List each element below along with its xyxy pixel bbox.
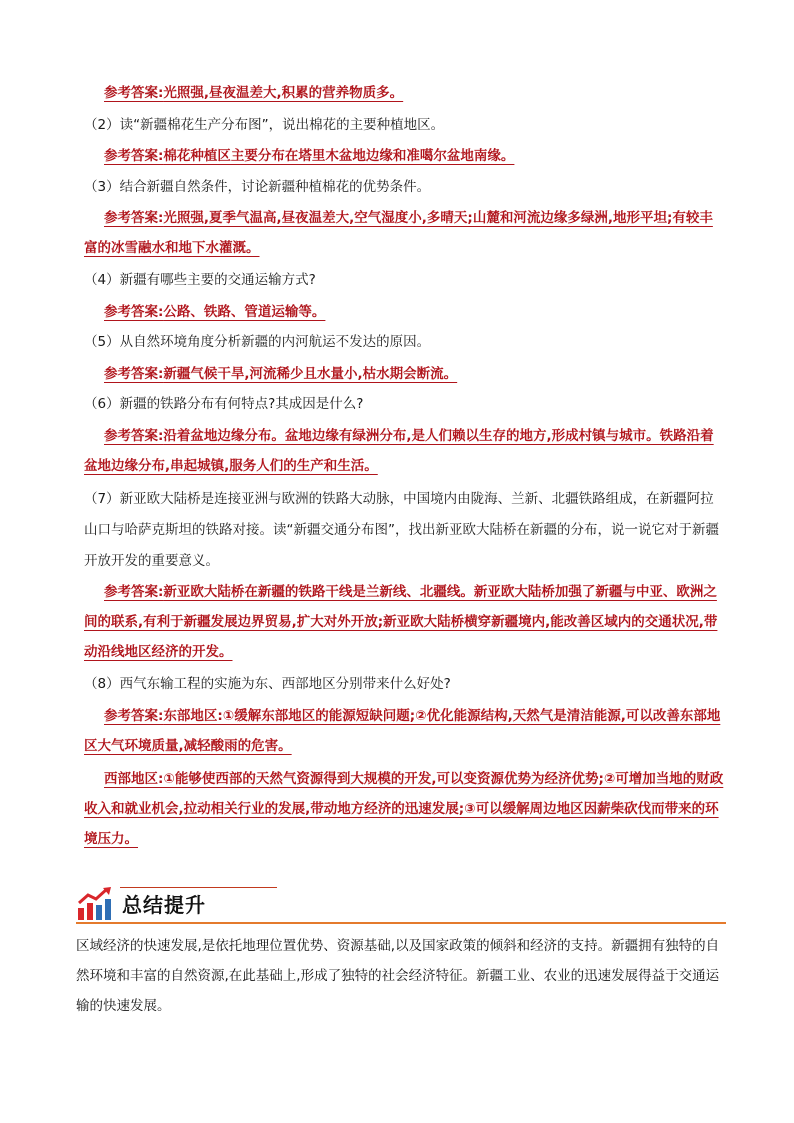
summary-title-topline (120, 887, 277, 888)
question-6: （6）新疆的铁路分布有何特点?其成因是什么? (84, 396, 364, 412)
answer-8-east: 参考答案:东部地区:①缓解东部地区的能源短缺问题;②优化能源结构,天然气是清洁能源,可以改善东部地区大气环境质量,减轻酸雨的危害。 (84, 708, 721, 754)
answer-7: 参考答案:新亚欧大陆桥在新疆的铁路干线是兰新线、北疆线。新亚欧大陆桥加强了新疆与中亚、欧洲之间的联系,有利于新疆发展边界贸易,扩大对外开放;新亚欧大陆桥横穿新疆境内,能改善区域内的交通状况,带动沿线地区经济的开发。 (84, 584, 718, 660)
question-5: （5）从自然环境角度分析新疆的内河航运不发达的原因。 (84, 334, 431, 350)
question-7: （7）新亚欧大陆桥是连接亚洲与欧洲的铁路大动脉，中国境内由陇海、兰新、北疆铁路组成，在新疆阿拉山口与哈萨克斯坦的铁路对接。读“新疆交通分布图”，找出新亚欧大陆桥在新疆的分布，说一说它对于新疆开放开发的重要意义。 (84, 491, 719, 569)
answer-3: 参考答案:光照强,夏季气温高,昼夜温差大,空气湿度小,多晴天;山麓和河流边缘多绿洲,地形平坦;有较丰富的冰雪融水和地下水灌溉。 (84, 210, 713, 256)
question-4: （4）新疆有哪些主要的交通运输方式? (84, 272, 316, 288)
question-8: （8）西气东输工程的实施为东、西部地区分别带来什么好处? (84, 676, 451, 692)
answer-6: 参考答案:沿着盆地边缘分布。盆地边缘有绿洲分布,是人们赖以生存的地方,形成村镇与城市。铁路沿着盆地边缘分布,串起城镇,服务人们的生产和生活。 (84, 428, 714, 474)
answer-1: 参考答案:光照强,昼夜温差大,积累的营养物质多。 (104, 85, 404, 101)
answer-4: 参考答案:公路、铁路、管道运输等。 (104, 304, 326, 320)
bar-chart-trend-icon (76, 886, 114, 922)
question-3: （3）结合新疆自然条件，讨论新疆种植棉花的优势条件。 (84, 179, 431, 195)
summary-title: 总结提升 (122, 893, 206, 917)
summary-divider (76, 922, 726, 924)
answer-5: 参考答案:新疆气候干旱,河流稀少且水量小,枯水期会断流。 (104, 366, 458, 382)
question-2: （2）读“新疆棉花生产分布图”，说出棉花的主要种植地区。 (84, 117, 445, 133)
answer-8-west: 西部地区:①能够使西部的天然气资源得到大规模的开发,可以变资源优势为经济优势;②可增加当地的财政收入和就业机会,拉动相关行业的发展,带动地方经济的迅速发展;③可以缓解周边地区因薪柴砍伐而带来的环境压力。 (84, 771, 724, 847)
answer-2: 参考答案:棉花种植区主要分布在塔里木盆地边缘和准噶尔盆地南缘。 (104, 148, 515, 164)
summary-text: 区域经济的快速发展,是依托地理位置优势、资源基础,以及国家政策的倾斜和经济的支持。新疆拥有独特的自然环境和丰富的自然资源,在此基础上,形成了独特的社会经济特征。新疆工业、农业的迅速发展得益于交通运输的快速发展。 (76, 938, 720, 1014)
summary-header (76, 884, 726, 924)
